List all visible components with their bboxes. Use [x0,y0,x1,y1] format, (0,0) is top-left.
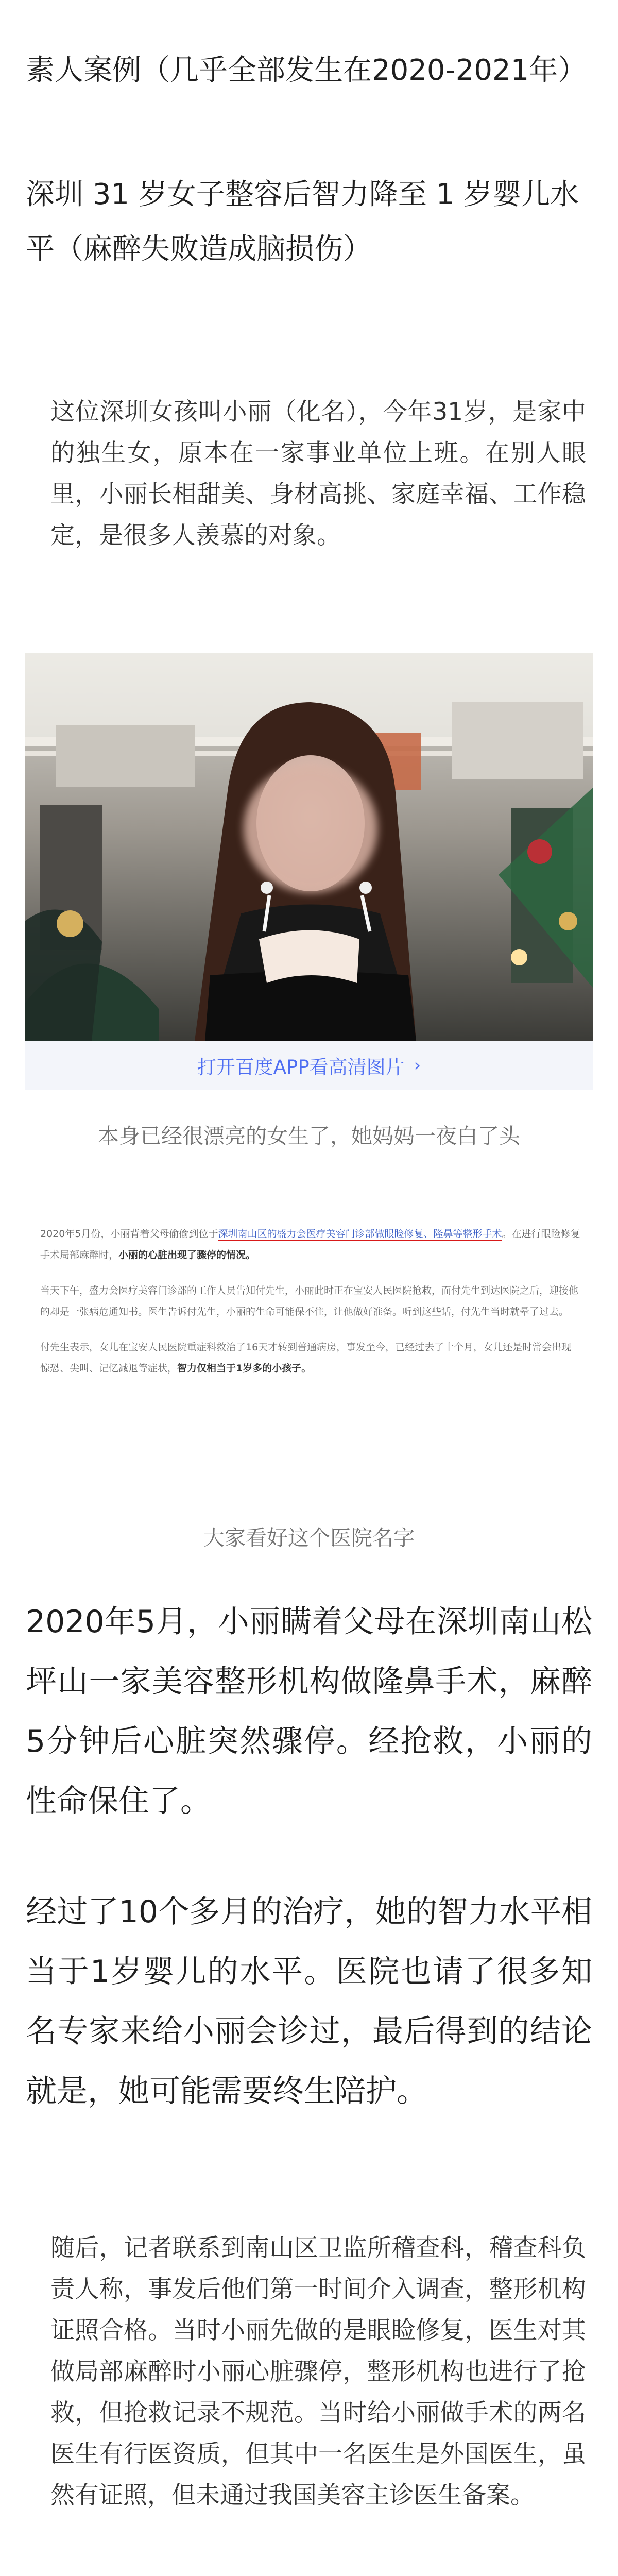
body-paragraph-2 [26,1882,592,2121]
intro-quote-text: 这位深圳女孩叫小丽（化名），今年31岁，是家中的独生女，原本在一家事业单位上班。在别人眼里，小丽长相甜美、身材高挑、家庭幸福、工作稳定，是很多人羡慕的对象。 [50,398,586,550]
chevron-right-icon: › [414,1055,421,1076]
body-paragraph-1-text: 2020年5月，小丽瞒着父母在深圳南山松坪山一家美容整形机构做隆鼻手术，麻醉5分钟后心脏突然骤停。经抢救，小丽的性命保住了。 [26,1604,592,1819]
hospital-caption: 大家看好这个医院名字 [203,1526,415,1550]
article-paragraph-3 [40,1337,581,1379]
article-paragraph-3-start: 付先生表示，女儿在宝安人民医院重症科救治了16天才转到普通病房，事发至今，已经过去了十个月，女儿还是时常会出现惊恐、尖叫、记忆减退等症状， [40,1342,572,1374]
news-screenshot [40,1224,581,1518]
case-headline: 深圳 31 岁女子整容后智力降至 1 岁婴儿水平（麻醉失败造成脑损伤） [26,178,579,266]
article-paragraph-1-start: 2020年5月份，小丽背着父母偷偷到位于 [40,1228,218,1240]
section-title: 素人案例（几乎全部发生在2020-2021年） [26,54,587,87]
article-paragraph-3-bold: 智力仅相当于1岁多的小孩子。 [177,1363,312,1374]
open-baidu-app-hd-image-button[interactable] [25,1041,593,1090]
article-paragraph-1-bold: 小丽的心脏出现了骤停的情况。 [118,1249,256,1261]
article-paragraph-2: 当天下午，盛力会医疗美容门诊部的工作人员告知付先生，小丽此时正在宝安人民医院抢救，而付先生到达医院之后，迎接他的却是一张病危通知书。医生告诉付先生，小丽的生命可能保不住，让他做好准备。听到这些话，付先生当时就晕了过去。 [40,1285,579,1317]
intro-quote [50,392,586,556]
investigation-quote-text: 随后，记者联系到南山区卫监所稽查科，稽查科负责人称，事发后他们第一时间介入调查，整形机构证照合格。当时小丽先做的是眼睑修复，医生对其做局部麻醉时小丽心脏骤停，整形机构也进行了抢救，但抢救记录不规范。当时给小丽做手术的两名医生有行医资质，但其中一名医生是外国医生，虽然有证照，但未通过我国美容主诊医生备案。 [50,2234,586,2510]
photo-caption: 本身已经很漂亮的女生了，她妈妈一夜白了头 [98,1124,520,1148]
body-paragraph-1 [26,1592,592,1831]
woman-photo[interactable] [25,653,593,1041]
investigation-quote [50,2228,586,2516]
woman-photo-icon [25,653,593,1041]
body-paragraph-2-text: 经过了10个多月的治疗，她的智力水平相当于1岁婴儿的水平。医院也请了很多知名专家来给小丽会诊过，最后得到的结论就是，她可能需要终生陪护。 [26,1894,592,2109]
highlighted-hospital-name: 深圳南山区的盛力会医疗美容门诊部做眼睑修复、隆鼻等整形手术 [218,1228,502,1241]
app-prompt-text: 打开百度APP看高清图片 [197,1056,405,1078]
article-paragraph-1 [40,1224,581,1266]
article-paragraph-1-end: 。在进行眼睑修复手术局部麻醉时， [40,1228,580,1261]
